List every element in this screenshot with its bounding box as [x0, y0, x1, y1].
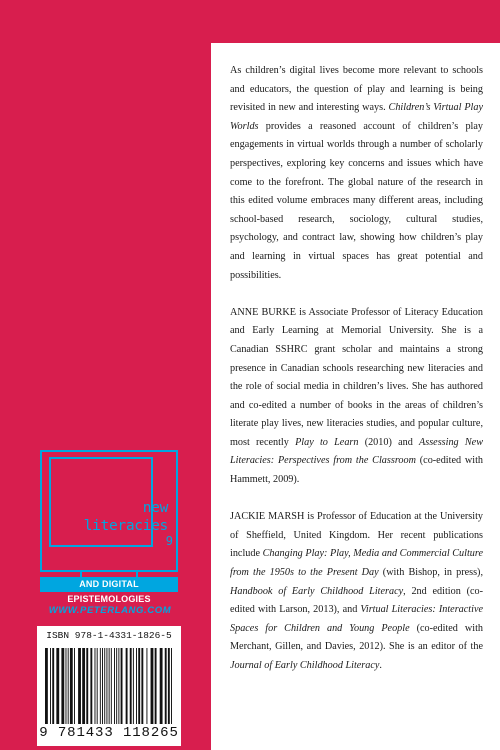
- barcode-bar: [109, 648, 110, 724]
- barcode-bar: [52, 648, 54, 724]
- barcode-bar: [50, 648, 51, 724]
- barcode-bar: [126, 648, 128, 724]
- bio-book-title: Handbook of Early Childhood Literacy: [230, 585, 404, 597]
- barcode-bar: [171, 648, 172, 724]
- barcode-bar: [102, 648, 103, 724]
- series-word-literacies: literacies: [83, 518, 168, 534]
- barcode-bar: [114, 648, 115, 724]
- barcode-bar: [97, 648, 98, 724]
- blurb-text: As children’s digital lives become more relevant to schools and educators, the question of play and learning is being revisited in new and interesting ways.: [230, 65, 483, 114]
- blurb-text: provides a reasoned account of children’s play engagements in virtual worlds through a number of scholarly perspectives, exploring key concerns and issues which have come to the forefront. The global nature of the research in this edited volume embraces many different areas, including school-based research, sociology, cultural studies, psychology, and contract law, showing how children’s play and learning in virtual spaces has great potential and possibilities.: [230, 120, 483, 281]
- monitor-icon: [40, 450, 178, 572]
- author-bio-marsh: [230, 508, 483, 675]
- barcode-bar: [86, 648, 88, 724]
- bio-text: (with Bishop, in press),: [378, 567, 483, 579]
- bio-book-title: Play to Learn: [295, 436, 359, 448]
- barcode-bar: [90, 648, 92, 724]
- barcode-bar: [104, 648, 105, 724]
- barcode-bar: [141, 648, 143, 724]
- bio-journal-title: Journal of Early Childhood Literacy: [230, 660, 380, 671]
- barcode-bar: [146, 648, 147, 724]
- barcode-bar: [74, 648, 75, 724]
- barcode-bar: [56, 648, 59, 724]
- barcode-bar: [70, 648, 73, 724]
- bio-text: JACKIE MARSH is Professor of Education at the University of Sheffield, United Kingdom. Her recent publications include: [230, 511, 483, 560]
- barcode-panel: [37, 626, 181, 746]
- barcode-bar: [151, 648, 154, 724]
- barcode-bar: [138, 648, 140, 724]
- barcode-bar: [133, 648, 134, 724]
- series-word-new: new: [142, 500, 168, 516]
- bio-text: (co-edited with Hammett, 2009).: [230, 455, 483, 486]
- bio-text: ANNE BURKE is Associate Professor of Literacy Education and Early Learning at Memorial University. She is a Canadian SSHRC grant scholar and maintains a strong presence in Canadian schools researching new literacies and the role of social media in children’s lives. She has authored and co-edited a number of books in the areas of children’s literate play lives, new literacies studies, and popular culture, most recently: [230, 306, 483, 448]
- bio-text: (2010) and: [358, 436, 420, 448]
- barcode-bar: [118, 648, 119, 724]
- barcode-bar: [155, 648, 157, 724]
- barcode-bar: [106, 648, 107, 724]
- barcode-bar: [116, 648, 117, 724]
- barcode-bars: [45, 648, 173, 724]
- barcode-digits: 9 781433 118265: [39, 725, 179, 741]
- series-number: 9: [165, 534, 173, 548]
- barcode-bar: [130, 648, 132, 724]
- barcode-bar: [160, 648, 163, 724]
- barcode-bar: [95, 648, 96, 724]
- author-bio-burke: [230, 304, 483, 490]
- bio-text: (co-edited with Merchant, Gillen, and Davies, 2012). She is an editor of the: [230, 622, 483, 653]
- barcode-bar: [61, 648, 64, 724]
- bio-text: , 2nd edition (co-edited with Larson, 2013), and: [230, 585, 484, 616]
- publisher-website: WWW.PETERLANG.COM: [48, 605, 172, 616]
- bio-text: .: [379, 660, 382, 671]
- bio-book-title: Changing Play: Play, Media and Commercial Culture from the 1950s to the Present Day: [230, 548, 483, 579]
- barcode-bar: [66, 648, 67, 724]
- isbn-label: ISBN 978-1-4331-1826-5: [46, 630, 172, 641]
- barcode-bar: [121, 648, 123, 724]
- barcode-bar: [136, 648, 137, 724]
- barcode-bar: [68, 648, 69, 724]
- series-logo: [40, 450, 178, 604]
- series-subtitle-band: AND DIGITAL EPISTEMOLOGIES: [40, 577, 178, 592]
- barcode-bar: [45, 648, 48, 724]
- bio-book-title: Assessing New Literacies: Perspectives from the Classroom: [230, 436, 483, 467]
- barcode-bar: [165, 648, 167, 724]
- description-panel: [211, 43, 500, 750]
- bio-book-title: Virtual Literacies: Interactive Spaces for Children and Young People: [230, 604, 483, 634]
- barcode-bar: [100, 648, 101, 724]
- barcode-bar: [82, 648, 85, 724]
- book-title: Children’s Virtual Play Worlds: [230, 102, 483, 132]
- blurb-paragraph: [230, 62, 483, 285]
- barcode-bar: [168, 648, 170, 724]
- barcode-bar: [111, 648, 112, 724]
- barcode-bar: [78, 648, 81, 724]
